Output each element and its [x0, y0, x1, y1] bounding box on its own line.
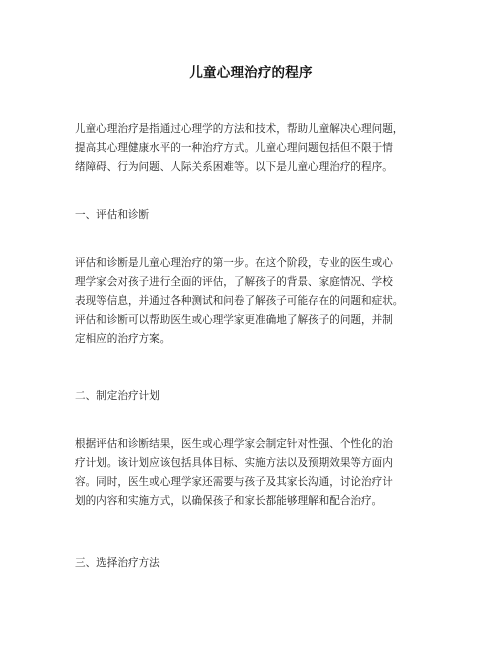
section-heading-assessment: 一、评估和诊断	[75, 209, 150, 221]
intro-line: 儿童心理治疗是指通过心理学的方法和技术，帮助儿童解决心理问题，	[75, 123, 404, 135]
paragraph-line: 定相应的治疗方案。	[75, 333, 171, 345]
paragraph-line: 评估和诊断是儿童心理治疗的第一步。在这个阶段，专业的医生或心	[75, 257, 393, 269]
section-paragraph-assessment	[75, 254, 455, 349]
paragraph-line: 评估和诊断可以帮助医生或心理学家更准确地了解孩子的问题，并制	[75, 314, 393, 326]
paragraph-line: 疗计划。该计划应该包括具体目标、实施方法以及预期效果等方面内	[75, 457, 393, 469]
section-heading-method: 三、选择治疗方法	[75, 557, 160, 569]
paragraph-line: 理学家会对孩子进行全面的评估，了解孩子的背景、家庭情况、学校	[75, 276, 393, 288]
paragraph-line: 表现等信息，并通过各种测试和问卷了解孩子可能存在的问题和症状。	[75, 295, 404, 307]
intro-paragraph	[75, 120, 455, 177]
intro-line: 提高其心理健康水平的一种治疗方式。儿童心理问题包括但不限于情	[75, 142, 393, 154]
intro-line: 绪障碍、行为问题、人际关系困难等。以下是儿童心理治疗的程序。	[75, 161, 393, 173]
paragraph-line: 划的内容和实施方式，以确保孩子和家长都能够理解和配合治疗。	[75, 495, 383, 507]
document-title: 儿童心理治疗的程序	[189, 65, 313, 81]
paragraph-line: 根据评估和诊断结果，医生或心理学家会制定针对性强、个性化的治	[75, 438, 393, 450]
paragraph-line: 容。同时，医生或心理学家还需要与孩子及其家长沟通，讨论治疗计	[75, 476, 393, 488]
section-heading-treatment-plan: 二、制定治疗计划	[75, 390, 160, 402]
section-paragraph-treatment-plan	[75, 435, 455, 511]
